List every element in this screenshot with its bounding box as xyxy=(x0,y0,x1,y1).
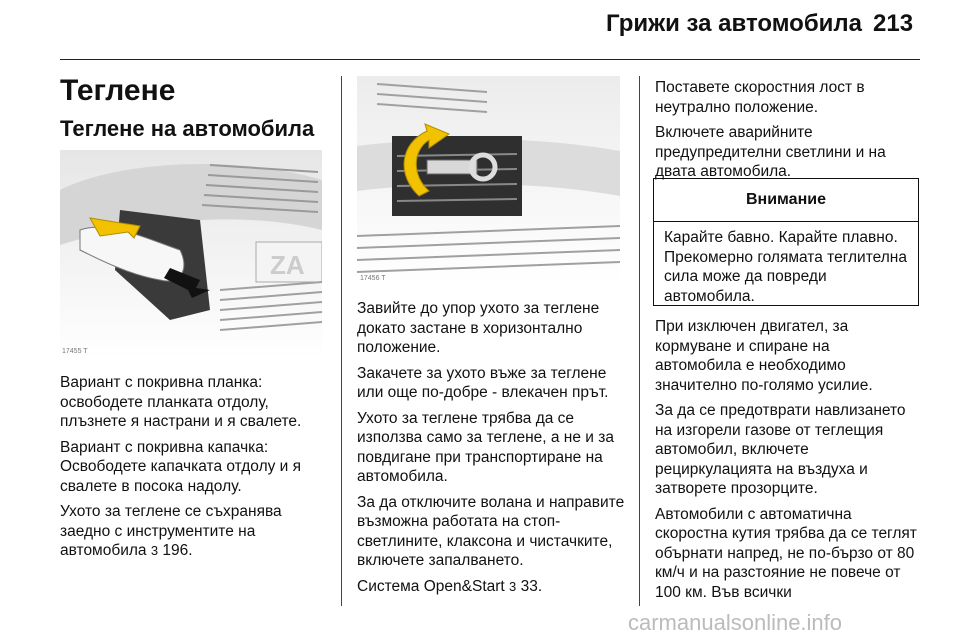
paragraph: При изключен двигател, за кормуване и спиране на автомобила е необходимо значително по-голямо усилие. xyxy=(655,318,873,394)
section-title: Теглене xyxy=(60,74,176,107)
paragraph: Включете аварийните предупредителни светлини и на двата автомобила. xyxy=(655,124,886,180)
section-subtitle: Теглене на автомобила xyxy=(60,116,315,141)
page-header-title: Грижи за автомобила xyxy=(606,10,863,37)
paragraph: Вариант с покривна капачка: Освободете капачката отдолу и я свалете в посока надолу. xyxy=(60,438,302,495)
page-number: 213 xyxy=(873,10,914,37)
page-reference-icon: 3 xyxy=(509,578,517,594)
paragraph: Закачете за ухото въже за теглене или още по-добре - влекачен прът. xyxy=(357,364,609,401)
warning-text: Карайте бавно. Карайте плавно. Прекомерно голямата теглителна сила може да повреди автомобила. xyxy=(664,229,907,305)
svg-text:ZA: ZA xyxy=(270,250,305,280)
page-reference-link[interactable]: 33. xyxy=(520,577,543,595)
page-reference-link[interactable]: 196. xyxy=(162,542,193,559)
column-3-bottom-text xyxy=(655,317,920,608)
paragraph: Ухото за теглене трябва да се използва само за теглене, а не и за повдигане при транспортиране на автомобила. xyxy=(357,409,614,485)
figure-bumper-cover-removal xyxy=(60,150,322,360)
column-3-top-text xyxy=(655,78,920,188)
watermark: carmanualsonline.info xyxy=(628,610,843,635)
paragraph: Поставете скоростния лост в неутрално положение. xyxy=(655,79,865,116)
paragraph: За да отключите волана и направите възможна работата на стоп-светлините, клаксона и чистачките, включете запалването. xyxy=(357,493,625,569)
figure-towing-eye-install xyxy=(357,76,620,286)
paragraph: Вариант с покривна планка: освободете планката отдолу, плъзнете я настрани и я свалете. xyxy=(60,374,302,430)
figure-1-illustration xyxy=(60,150,322,360)
column-divider-1 xyxy=(341,76,342,606)
paragraph: Автомобили с автоматична скоростна кутия трябва да се теглят обърнати напред, не по-бързо от 80 км/ч и на разстояние не повече от 100 км. Във всички xyxy=(655,505,917,601)
figure-2-id: 17456 T xyxy=(360,275,386,282)
page-reference-icon: 3 xyxy=(150,543,159,558)
paragraph: За да се предотврати навлизането на изгорели газове от теглещия автомобил, включете рециркулацията на въздуха и затворете прозорците. xyxy=(655,402,906,497)
header-rule xyxy=(60,59,920,60)
warning-box xyxy=(653,178,919,306)
warning-title: Внимание xyxy=(654,179,918,222)
paragraph-text: Ухото за теглене се съхранява заедно с инструментите на автомобила xyxy=(60,503,282,559)
paragraph: Завийте до упор ухото за теглене докато застане в хоризонтално положение. xyxy=(357,300,600,356)
column-2-text xyxy=(357,299,627,602)
figure-1-id: 17455 T xyxy=(62,348,88,355)
column-1-text xyxy=(60,373,328,567)
column-divider-2 xyxy=(639,76,640,606)
figure-2-illustration xyxy=(357,76,620,286)
paragraph xyxy=(60,502,328,561)
paragraph-text: Система Open&Start xyxy=(357,577,505,595)
paragraph xyxy=(357,577,627,597)
